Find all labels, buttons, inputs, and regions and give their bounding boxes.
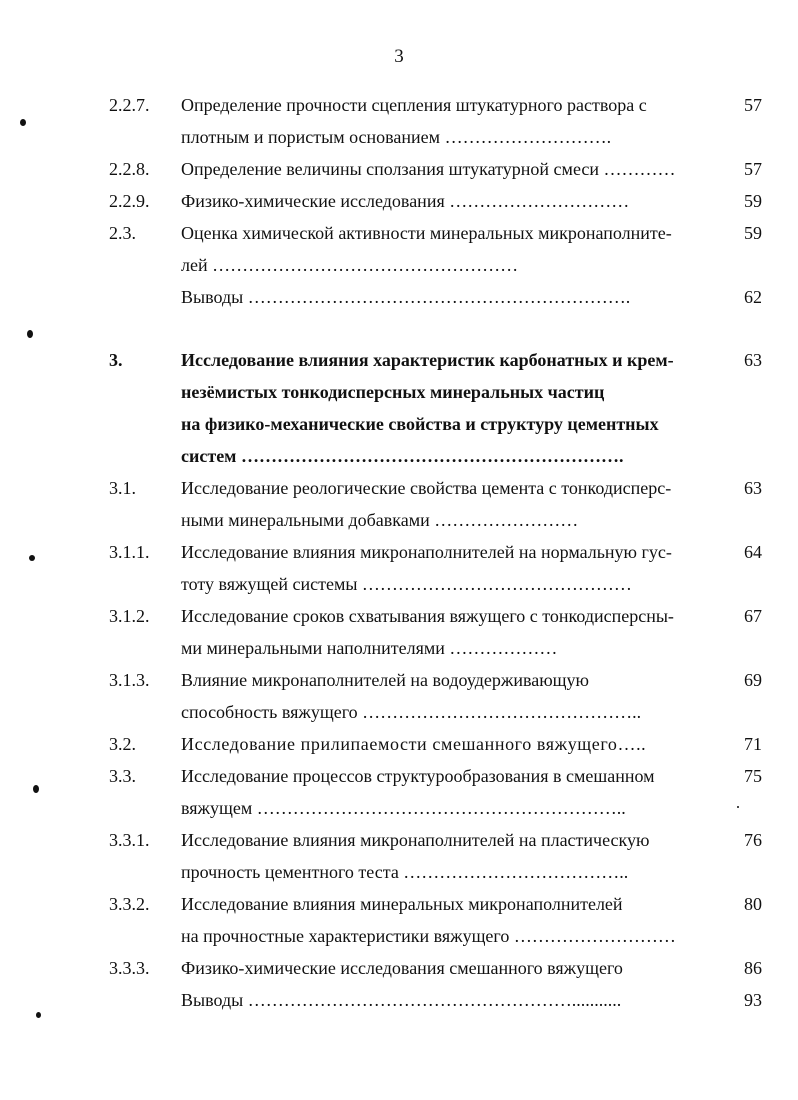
title-line: плотным и пористым основанием ………………………. bbox=[181, 127, 612, 147]
page-ref: 63 bbox=[744, 350, 762, 370]
section-title bbox=[181, 89, 705, 153]
toc-entry bbox=[0, 728, 798, 760]
title-line: Выводы ………………………………………………........... bbox=[181, 990, 622, 1010]
title-line: Исследование сроков схватывания вяжущего с тонкодисперсны- bbox=[181, 606, 674, 626]
title-line: Физико-химические исследования ………………………… bbox=[181, 191, 630, 211]
page-ref: 59 bbox=[744, 223, 762, 243]
section-title bbox=[181, 600, 705, 664]
page-ref: 64 bbox=[744, 542, 762, 562]
page-ref: 80 bbox=[744, 894, 762, 914]
title-line: систем ………………………………………………………. bbox=[181, 446, 624, 466]
page-number: 3 bbox=[394, 46, 404, 67]
toc-entry bbox=[0, 888, 798, 952]
section-number: 3.1. bbox=[109, 478, 136, 498]
page-ref: 86 bbox=[744, 958, 762, 978]
section-number: 3.3.2. bbox=[109, 894, 150, 914]
title-line: Выводы ………………………………………………………. bbox=[181, 287, 631, 307]
toc-entry bbox=[0, 600, 798, 664]
title-line: Исследование влияния минеральных микронаполнителей bbox=[181, 894, 623, 914]
title-line: Влияние микронаполнителей на водоудерживающую bbox=[181, 670, 589, 690]
title-line: Исследование реологические свойства цемента с тонкодисперс- bbox=[181, 478, 672, 498]
title-line: незёмистых тонкодисперсных минеральных частиц bbox=[181, 382, 605, 402]
toc-entry bbox=[0, 217, 798, 281]
section-number: 3.1.2. bbox=[109, 606, 150, 626]
toc-entry bbox=[0, 664, 798, 728]
page-ref: 93 bbox=[744, 990, 762, 1010]
toc-entry bbox=[0, 185, 798, 217]
title-line: Исследование влияния характеристик карбонатных и крем- bbox=[181, 350, 674, 370]
section-title bbox=[181, 952, 705, 984]
page-ref: 63 bbox=[744, 478, 762, 498]
page-ref: 67 bbox=[744, 606, 762, 626]
title-line: Исследование влияния микронаполнителей на пластическую bbox=[181, 830, 650, 850]
section-number: 3.1.3. bbox=[109, 670, 150, 690]
toc-entry-conclusions bbox=[0, 281, 798, 313]
section-number: 2.2.9. bbox=[109, 191, 150, 211]
title-line: тоту вяжущей системы ……………………………………… bbox=[181, 574, 632, 594]
toc-entry bbox=[0, 536, 798, 600]
page-ref: 75 bbox=[744, 766, 762, 786]
chapter-title bbox=[181, 344, 705, 472]
section-title bbox=[181, 728, 705, 760]
title-line: ными минеральными добавками …………………… bbox=[181, 510, 579, 530]
title-line: на прочностные характеристики вяжущего ……………………… bbox=[181, 926, 676, 946]
section-title bbox=[181, 472, 705, 536]
title-line: Определение прочности сцепления штукатурного раствора с bbox=[181, 95, 647, 115]
section-title bbox=[181, 824, 705, 888]
toc-chapter-entry bbox=[0, 344, 798, 472]
page-ref: 76 bbox=[744, 830, 762, 850]
title-line: лей …………………………………………… bbox=[181, 255, 519, 275]
page-ref: 59 bbox=[744, 191, 762, 211]
toc-entry bbox=[0, 760, 798, 824]
toc-entry bbox=[0, 153, 798, 185]
title-line: способность вяжущего ……………………………………….. bbox=[181, 702, 642, 722]
section-number: 3.3.3. bbox=[109, 958, 150, 978]
chapter-number: 3. bbox=[109, 350, 123, 370]
section-number: 3.2. bbox=[109, 734, 136, 754]
title-line: Исследование прилипаемости смешанного вяжущего….. bbox=[181, 734, 647, 754]
title-line: Определение величины сползания штукатурной смеси ………… bbox=[181, 159, 676, 179]
section-title bbox=[181, 888, 705, 952]
toc-entry bbox=[0, 952, 798, 984]
toc-entry bbox=[0, 472, 798, 536]
section-number: 2.2.7. bbox=[109, 95, 150, 115]
page-ref: 71 bbox=[744, 734, 762, 754]
title-line: Исследование влияния микронаполнителей на нормальную гус- bbox=[181, 542, 672, 562]
title-line: Оценка химической активности минеральных микронаполните- bbox=[181, 223, 672, 243]
title-line: Физико-химические исследования смешанного вяжущего bbox=[181, 958, 623, 978]
section-number: 3.3.1. bbox=[109, 830, 150, 850]
toc-entry bbox=[0, 89, 798, 153]
title-line: вяжущем …………………………………………………….. bbox=[181, 798, 626, 818]
table-of-contents bbox=[0, 89, 798, 1016]
section-number: 3.1.1. bbox=[109, 542, 150, 562]
section-title bbox=[181, 217, 705, 281]
title-line: Исследование процессов структурообразования в смешанном bbox=[181, 766, 655, 786]
section-title bbox=[181, 536, 705, 600]
section-title bbox=[181, 664, 705, 728]
section-title bbox=[181, 185, 705, 217]
section-number: 2.2.8. bbox=[109, 159, 150, 179]
page-ref: 57 bbox=[744, 159, 762, 179]
section-title bbox=[181, 760, 705, 824]
page-ref: 57 bbox=[744, 95, 762, 115]
title-line: на физико-механические свойства и структуру цементных bbox=[181, 414, 659, 434]
page-ref: 69 bbox=[744, 670, 762, 690]
title-line: прочность цементного теста ……………………………….. bbox=[181, 862, 629, 882]
toc-entry bbox=[0, 824, 798, 888]
toc-entry-conclusions bbox=[0, 984, 798, 1016]
title-line: ми минеральными наполнителями ……………… bbox=[181, 638, 558, 658]
section-title bbox=[181, 281, 705, 313]
section-title bbox=[181, 153, 705, 185]
page-ref: 62 bbox=[744, 287, 762, 307]
section-title bbox=[181, 984, 705, 1016]
section-number: 3.3. bbox=[109, 766, 136, 786]
section-number: 2.3. bbox=[109, 223, 136, 243]
